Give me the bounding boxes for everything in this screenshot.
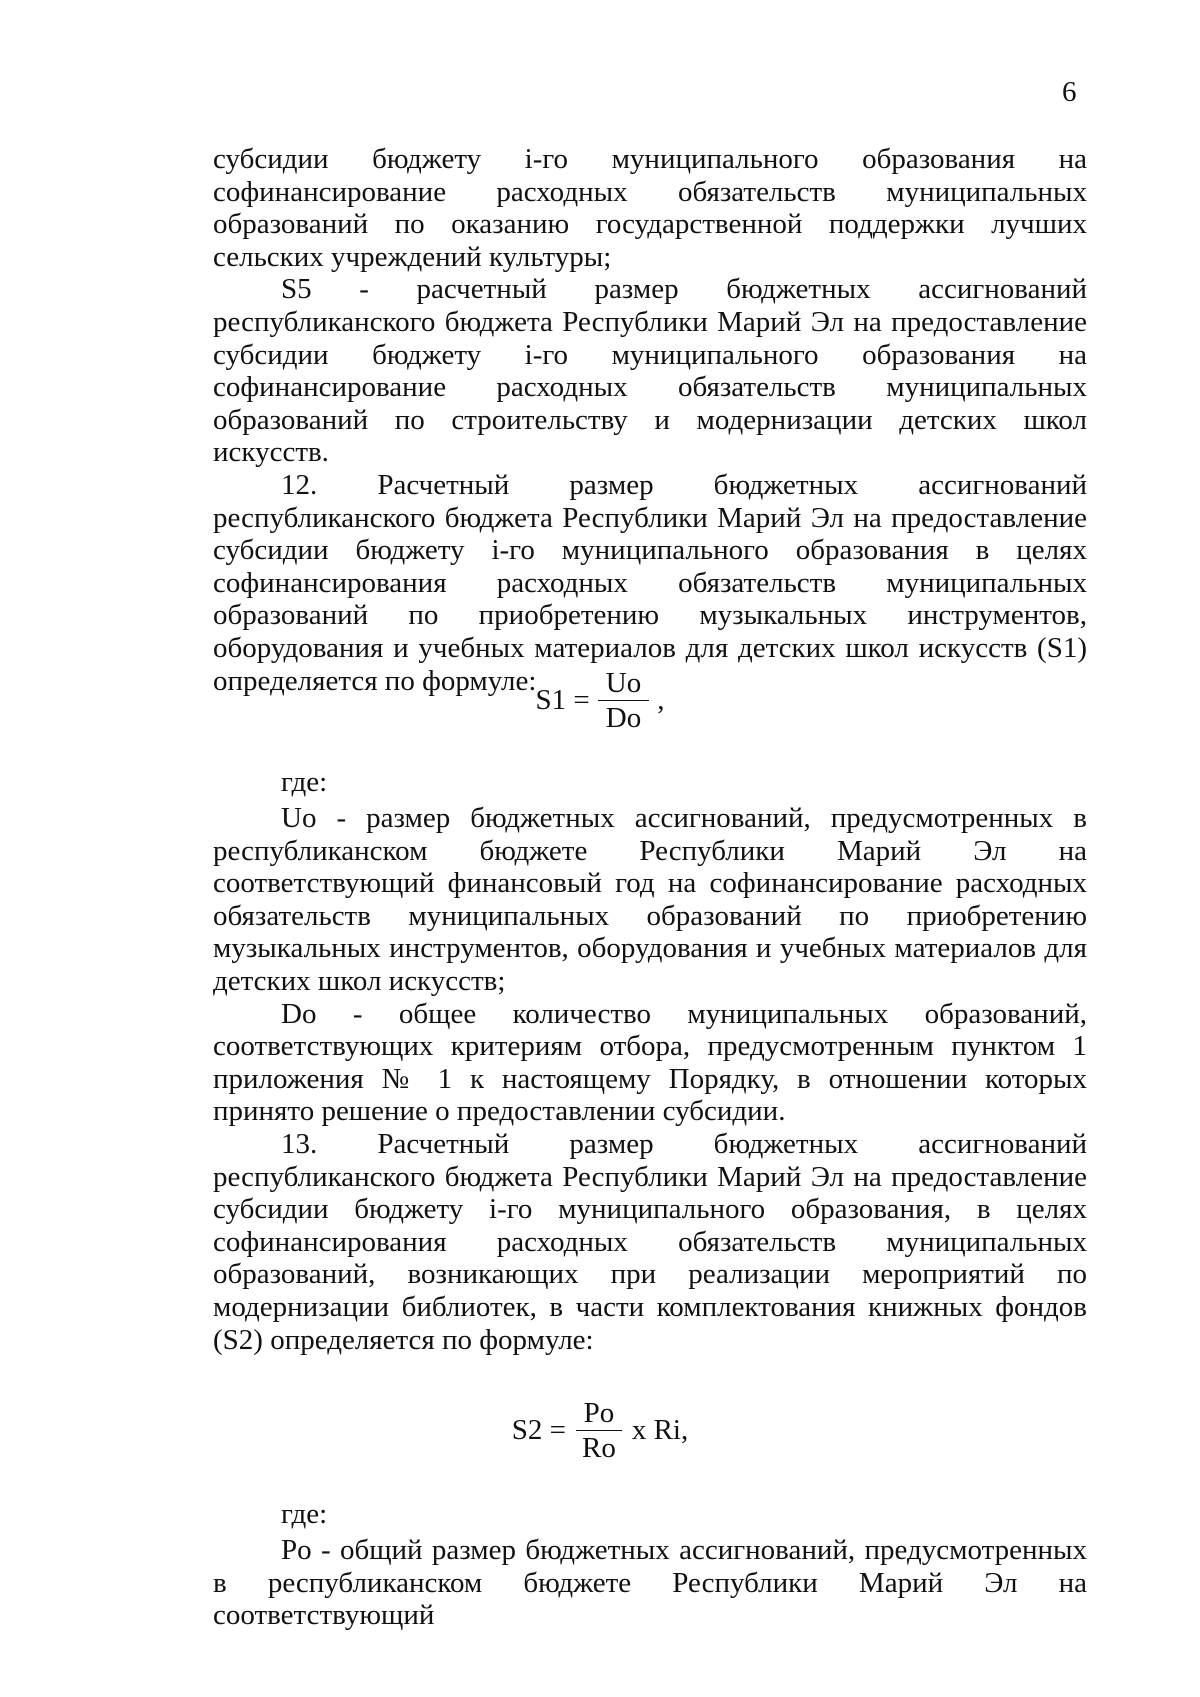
text-block-3 — [213, 1534, 1087, 1632]
text-block-1 — [213, 143, 1087, 697]
formula-s1 — [536, 668, 665, 733]
formula-s2 — [512, 1398, 688, 1463]
formula-s2-container — [0, 1398, 1200, 1463]
formula-s2-denominator: Ro — [581, 1432, 616, 1464]
paragraph-do-definition: Do - общее количество муниципальных образований, соответствующих критериям отбора, предусмотренным пунктом 1 приложения № 1 к настоящему Порядку, в отношении которых принято решение о предоставлении субсидии. — [213, 997, 1087, 1128]
paragraph-clause-13: 13. Расчетный размер бюджетных ассигнований республиканского бюджета Республики Марий Эл на предоставление субсидии бюджету i-го муниципального образования, в целях софинансирования расходных обязательств муниципальных образований, возникающих при реализации мероприятий по модернизации библиотек, в части комплектования книжных фондов (S2) определяется по формуле: — [213, 1127, 1087, 1356]
formula-s1-container — [0, 668, 1200, 733]
formula-s2-numerator: Po — [576, 1398, 623, 1431]
text-block-2 — [213, 802, 1087, 1356]
formula-s2-tail: x Ri, — [631, 1414, 689, 1446]
where-label-1: где: — [281, 766, 328, 798]
paragraph-clause-12: 12. Расчетный размер бюджетных ассигнований республиканского бюджета Республики Марий Эл на предоставление субсидии бюджету i-го муниципального образования в целях софинансирования расходных обязательств муниципальных образований по приобретению музыкальных инструментов, оборудования и учебных материалов для детских школ искусств (S1) определяется по формуле: — [213, 468, 1087, 697]
formula-s2-lhs: S2 = — [511, 1414, 566, 1446]
paragraph-uo-definition: Uo - размер бюджетных ассигнований, предусмотренных в республиканском бюджете Республики Марий Эл на соответствующий финансовый год на софинансирование расходных обязательств муниципальных образований по приобретению музыкальных инструментов, оборудования и учебных материалов для детских школ искусств; — [213, 802, 1087, 997]
page-number: 6 — [1062, 76, 1077, 108]
formula-s1-fraction — [598, 668, 649, 733]
formula-s2-fraction — [574, 1398, 624, 1463]
where-label-2: где: — [281, 1498, 328, 1530]
formula-s1-denominator: Do — [605, 702, 642, 734]
formula-s1-tail: , — [657, 684, 665, 716]
paragraph-s5-definition: S5 - расчетный размер бюджетных ассигнований республиканского бюджета Республики Марий Эл на предоставление субсидии бюджету i-го муниципального образования на софинансирование расходных обязательств муниципальных образований по строительству и модернизации детских школ искусств. — [213, 273, 1087, 469]
formula-s1-lhs: S1 = — [535, 684, 590, 716]
paragraph-po-definition: Po - общий размер бюджетных ассигнований, предусмотренных в республиканском бюджете Республики Марий Эл на соответствующий — [213, 1534, 1087, 1632]
formula-s1-numerator: Uo — [598, 668, 649, 701]
paragraph-subsidy-continuation: субсидии бюджету i-го муниципального образования на софинансирование расходных обязательств муниципальных образований по оказанию государственной поддержки лучших сельских учреждений культуры; — [213, 143, 1087, 273]
